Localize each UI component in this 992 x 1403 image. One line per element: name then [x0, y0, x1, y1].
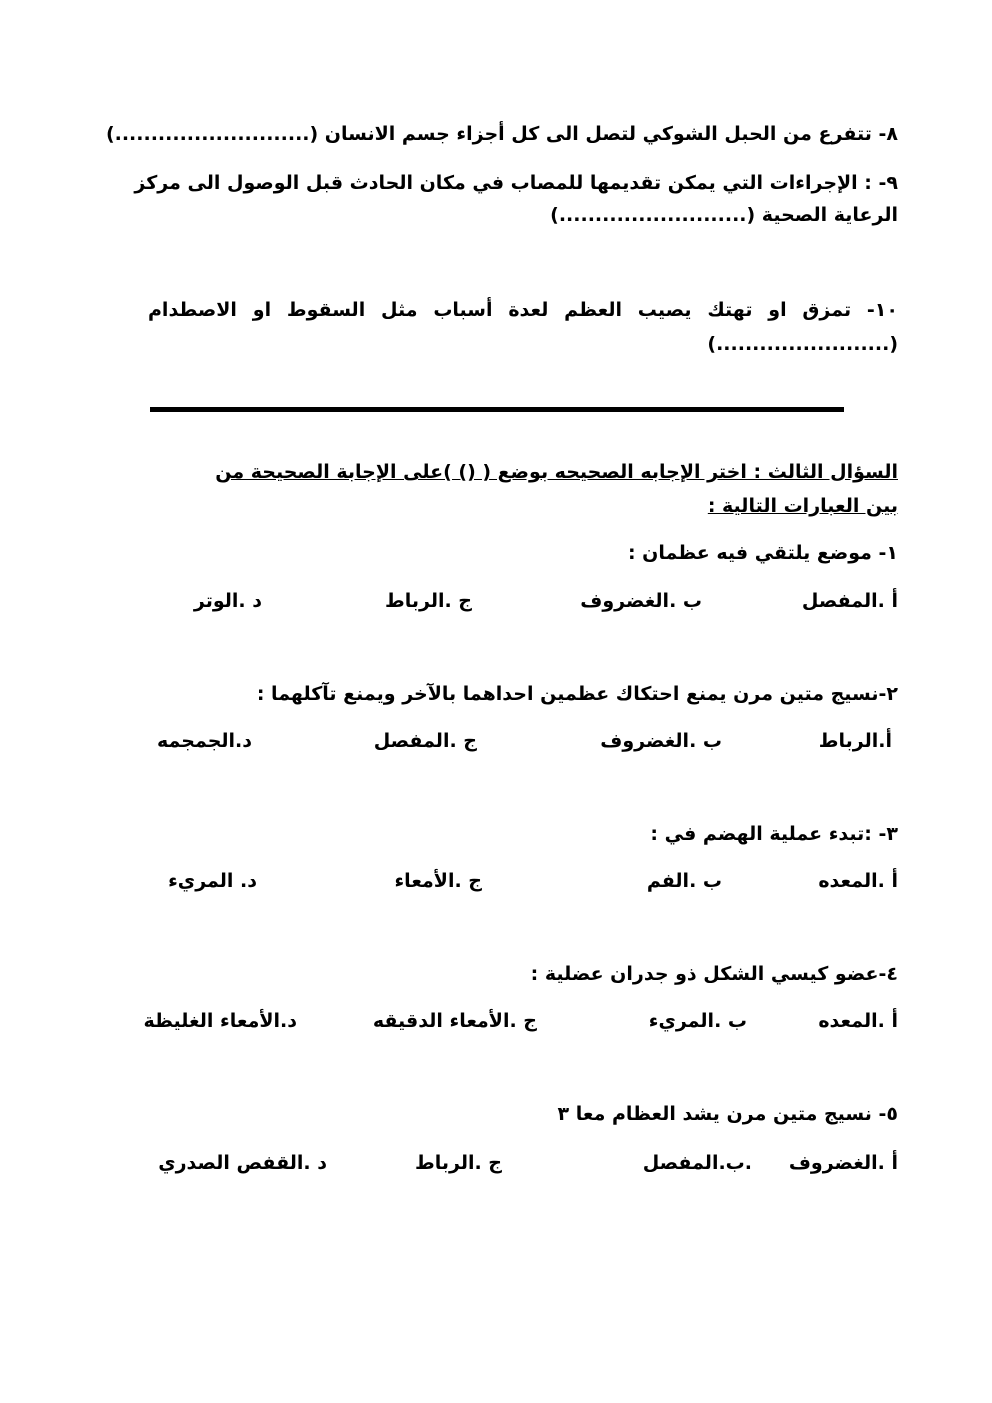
item-8: ٨- تتفرع من الحبل الشوكي لتصل الى كل أجزاء جسم الانسان (...........................) [105, 123, 898, 145]
q1-option-b[interactable]: ب .الغضروف [580, 590, 702, 612]
item-10-line2: (........................) [707, 333, 898, 355]
item-10-line1: ١٠- تمزق او تهتك يصيب العظم لعدة أسباب مثل السقوط او الاصطدام [148, 299, 898, 321]
q1-option-a[interactable]: أ .المفصل [801, 590, 898, 612]
q5-option-d[interactable]: د .القفص الصدري [158, 1152, 327, 1174]
section3-heading-line1: السؤال الثالث : اختر الإجابه الصحيحه بوضع ( () )على الإجابة الصحيحة من [215, 461, 898, 483]
q4-option-b[interactable]: ب .المريء [648, 1010, 747, 1032]
q5-option-c[interactable]: ج .الرباط [415, 1152, 502, 1174]
q4-option-c[interactable]: ج .الأمعاء الدقيقه [372, 1010, 537, 1032]
q5-option-a[interactable]: أ .الغضروف [788, 1152, 898, 1174]
q3-option-c[interactable]: ج .الأمعاء [394, 870, 482, 892]
question-3: ٣- :تبدء عملية الهضم في : [650, 823, 898, 845]
q5-option-b[interactable]: .ب.المفصل [642, 1152, 752, 1174]
q2-option-b[interactable]: ب .الغضروف [600, 730, 722, 752]
section-divider [150, 407, 844, 412]
q3-option-b[interactable]: ب .الفم [646, 870, 722, 892]
section3-heading-line2: بين العبارات التالية : [707, 495, 898, 517]
item-9-line2: الرعاية الصحية (..........................) [550, 204, 898, 226]
q2-option-c[interactable]: ج .المفصل [373, 730, 477, 752]
question-5: ٥- نسيج متين مرن يشد العظام معا ٣ [557, 1103, 898, 1125]
question-2: ٢-نسيج متين مرن يمنع احتكاك عظمين احداهما بالآخر ويمنع تآكلهما : [256, 683, 898, 705]
question-1: ١- موضع يلتقي فيه عظمان : [627, 542, 898, 564]
q3-option-a[interactable]: أ .المعده [818, 870, 898, 892]
q1-option-c[interactable]: ج .الرباط [385, 590, 472, 612]
question-4: ٤-عضو كيسي الشكل ذو جدران عضلية : [530, 963, 898, 985]
q4-option-a[interactable]: أ .المعده [818, 1010, 898, 1032]
q2-option-a[interactable]: أ.الرباط [818, 730, 892, 752]
item-9-line1: ٩- : الإجراءات التي يمكن تقديمها للمصاب في مكان الحادث قبل الوصول الى مركز [134, 172, 898, 194]
q1-option-d[interactable]: د .الوتر [193, 590, 262, 612]
q3-option-d[interactable]: د. المريء [168, 870, 257, 892]
q2-option-d[interactable]: د.الجمجمه [157, 730, 252, 752]
q4-option-d[interactable]: د.الأمعاء الغليظة [143, 1010, 297, 1032]
